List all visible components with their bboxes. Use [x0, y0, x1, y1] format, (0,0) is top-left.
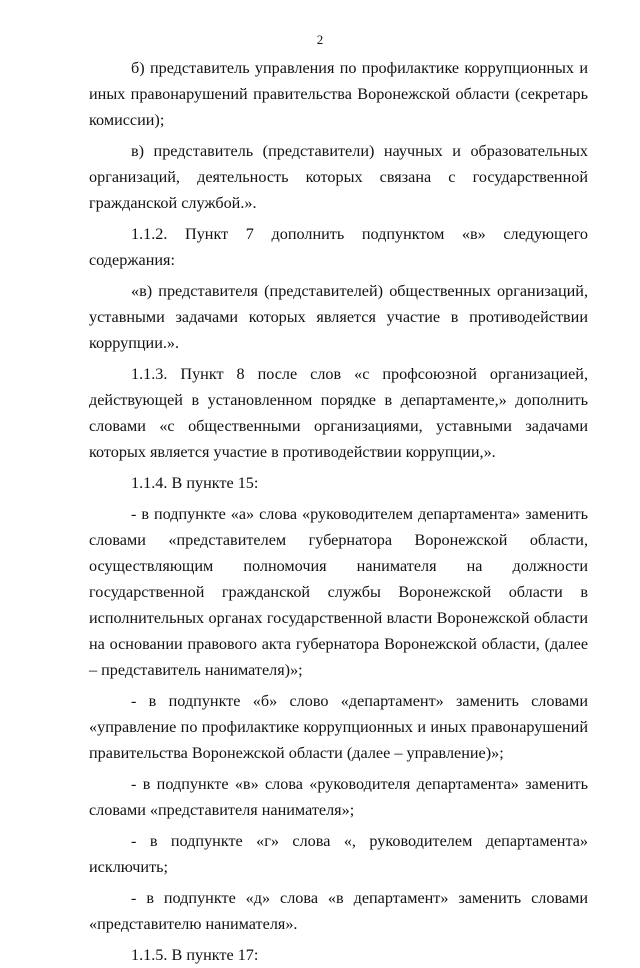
paragraph-1-1-5: 1.1.5. В пункте 17:	[131, 946, 259, 964]
paragraph-1b-secretary: б) представитель управления по профилактике коррупционных и иных правонарушений правительства Воронежской области (секретарь комиссии);	[89, 59, 588, 129]
paragraph-1-1-2-subitem-v: «в) представителя (представителей) общественных организаций, уставными задачами которых является участие в противодействии коррупции.».	[89, 282, 588, 352]
page-number: 2	[316, 32, 324, 47]
paragraph-1-1-2: 1.1.2. Пункт 7 дополнить подпунктом «в» следующего содержания:	[89, 225, 588, 269]
paragraph-1-1-4-subitem-a: - в подпункте «а» слова «руководителем департамента» заменить словами «представителем губернатора Воронежской области, осуществляющим полномочия нанимателя на должности государственной гражданской службы Воронежской области в исполнительных органах государственной власти Воронежской области на основании правового акта губернатора Воронежской области, (далее – представитель нанимателя)»;	[89, 505, 588, 679]
paragraph-1-1-4-subitem-b: - в подпункте «б» слово «департамент» заменить словами «управление по профилактике коррупционных и иных правонарушений правительства Воронежской области (далее – управление)»;	[89, 692, 588, 762]
paragraph-1-1-4: 1.1.4. В пункте 15:	[131, 474, 259, 492]
paragraph-1-1-4-subitem-v: - в подпункте «в» слова «руководителя департамента» заменить словами «представителя нанимателя»;	[89, 775, 588, 819]
paragraph-1-1-3: 1.1.3. Пункт 8 после слов «с профсоюзной организацией, действующей в установленном порядке в департаменте,» дополнить словами «с общественными организациями, уставными задачами которых является участие в противодействии коррупции,».	[89, 365, 588, 461]
document-body	[89, 55, 588, 968]
paragraph-1-1-4-subitem-d: - в подпункте «д» слова «в департамент» заменить словами «представителю нанимателя».	[89, 889, 588, 933]
paragraph-1v-representatives: в) представитель (представители) научных и образовательных организаций, деятельность которых связана с государственной гражданской службой.».	[89, 142, 588, 212]
paragraph-1-1-4-subitem-g: - в подпункте «г» слова «, руководителем департамента» исключить;	[89, 832, 588, 876]
